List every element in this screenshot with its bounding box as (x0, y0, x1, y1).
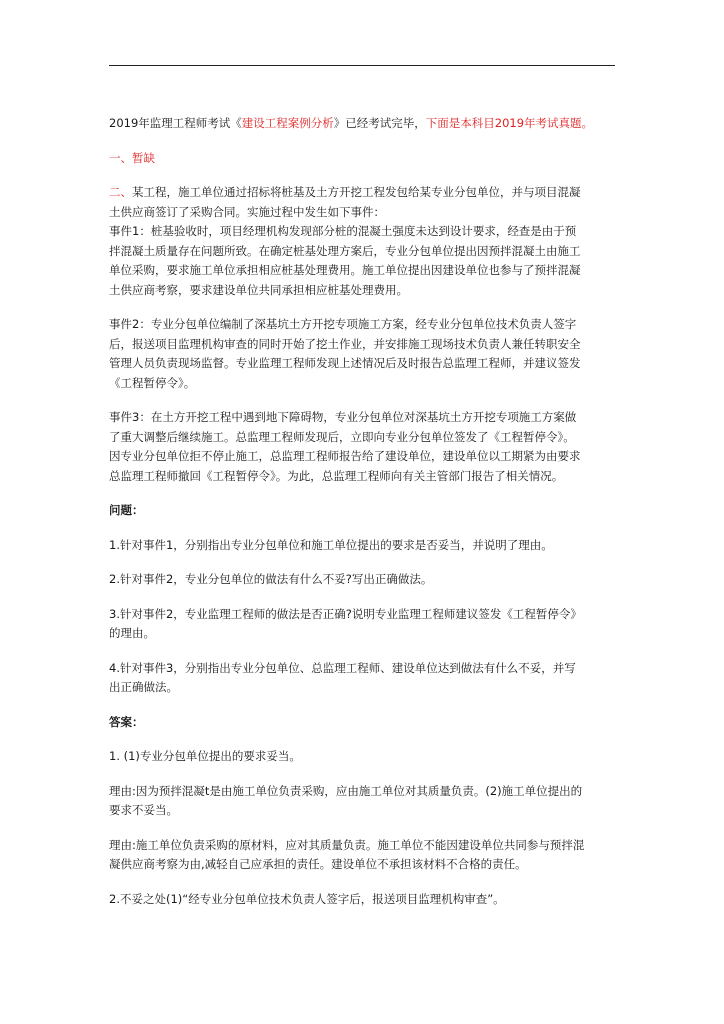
intro-subject: 建设工程案例分析 (241, 116, 334, 130)
question-2: 2.针对事件2，专业分包单位的做法有什么不妥?写出正确做法。 (109, 572, 433, 586)
event-3-line: 因专业分包单位拒不停止施工，总监理工程师报告给了建设单位，建设单位以工期紧为由要求 (109, 449, 581, 463)
event-3-paragraph (109, 408, 617, 486)
answers-heading: 答案： (109, 714, 144, 729)
event-1-line: 单位采购，要求施工单位承担相应桩基处理费用。施工单位提出因建设单位也参与了预拌混凝 (109, 263, 581, 277)
answer-2: 2.不妥之处(1)“经专业分包单位技术负责人签字后，报送项目监理机构审查”。 (109, 891, 505, 906)
question-1: 1.针对事件1，分别指出专业分包单位和施工单位提出的要求是否妥当，并说明了理由。 (109, 537, 553, 552)
event-3-line: 事件3：在土方开挖工程中遇到地下障碍物，专业分包单位对深基坑土方开挖专项施工方案做 (109, 410, 577, 424)
event-2-line: 事件2：专业分包单位编制了深基坑土方开挖专项施工方案，经专业分包单位技术负责人签字 (109, 317, 577, 331)
event-1-line: 事件1：桩基验收时，项目经理机构发现部分桩的混凝土强度未达到设计要求，经查是由于预 (109, 224, 577, 238)
section-2-line: 某工程，施工单位通过招标将桩基及土方开挖工程发包给某专业分包单位，并与项目混凝 (132, 185, 581, 199)
header-rule (109, 65, 615, 66)
question-3-line: 3.针对事件2，专业监理工程师的做法是否正确?说明专业监理工程师建议签发《工程暂停令》 (109, 606, 582, 621)
answer-1-reason (109, 782, 617, 821)
section-2-number: 二、 (109, 185, 132, 199)
answer-line: 要求不妥当。 (109, 803, 178, 817)
answer-line: 理由:施工单位负责采购的原材料，应对其质量负责。施工单位不能因建设单位共同参与预拌混 (109, 837, 585, 852)
section-2-line: 土供应商签订了采购合同。实施过程中发生如下事件： (109, 204, 385, 219)
intro-highlight: 下面是本科目2019年考试真题。 (425, 116, 594, 130)
question-4-line: 4.针对事件3，分别指出专业分包单位、总监理工程师、建设单位达到做法有什么不妥，并写 (109, 660, 576, 675)
event-2-paragraph (109, 315, 617, 393)
event-2-line: 管理人员负责现场监督。专业监理工程师发现上述情况后及时报告总监理工程师，并建议签发 (109, 356, 581, 370)
answer-1-reason-2 (109, 836, 617, 875)
document-body (109, 114, 617, 909)
event-2-line: 后，报送项目监理机构审查的同时开始了挖土作业，并安排施工现场技术负责人兼任转职安全 (109, 336, 581, 351)
answer-line: 理由:因为预拌混凝t是由施工单位负责采购，应由施工单位对其质量负责。(2)施工单位提出的 (109, 783, 583, 798)
section-1-heading: 一、暂缺 (109, 150, 155, 165)
event-1-line: 拌混凝土质量存在问题所致。在确定桩基处理方案后，专业分包单位提出因预拌混凝土由施工 (109, 243, 581, 258)
event-2-line: 《工程暂停令》。 (109, 375, 196, 390)
question-3-line: 的理由。 (109, 626, 155, 640)
intro-prefix: 2019年监理工程师考试《 (109, 116, 242, 130)
questions-heading: 问题： (109, 503, 144, 517)
question-4-line: 出正确做法。 (109, 680, 178, 694)
event-3-line: 总监理工程师撤回《工程暂停令》。为此，总监理工程师向有关主管部门报告了相关情况。 (109, 468, 564, 483)
question-3 (109, 605, 617, 644)
question-4 (109, 659, 617, 698)
event-1-line: 土供应商考察，要求建设单位共同承担相应桩基处理费用。 (109, 282, 408, 297)
intro-paragraph (109, 114, 617, 134)
section-2-paragraph (109, 183, 617, 300)
answer-1: 1. (1)专业分包单位提出的要求妥当。 (109, 749, 301, 763)
event-3-line: 了重大调整后继续施工。总监理工程师发现后，立即向专业分包单位签发了《工程暂停令》。 (109, 429, 575, 444)
intro-middle: 》已经考试完毕， (333, 116, 426, 130)
answer-line: 凝供应商考察为由,减轻自己应承担的责任。建设单位不承担该材料不合格的责任。 (109, 857, 527, 871)
